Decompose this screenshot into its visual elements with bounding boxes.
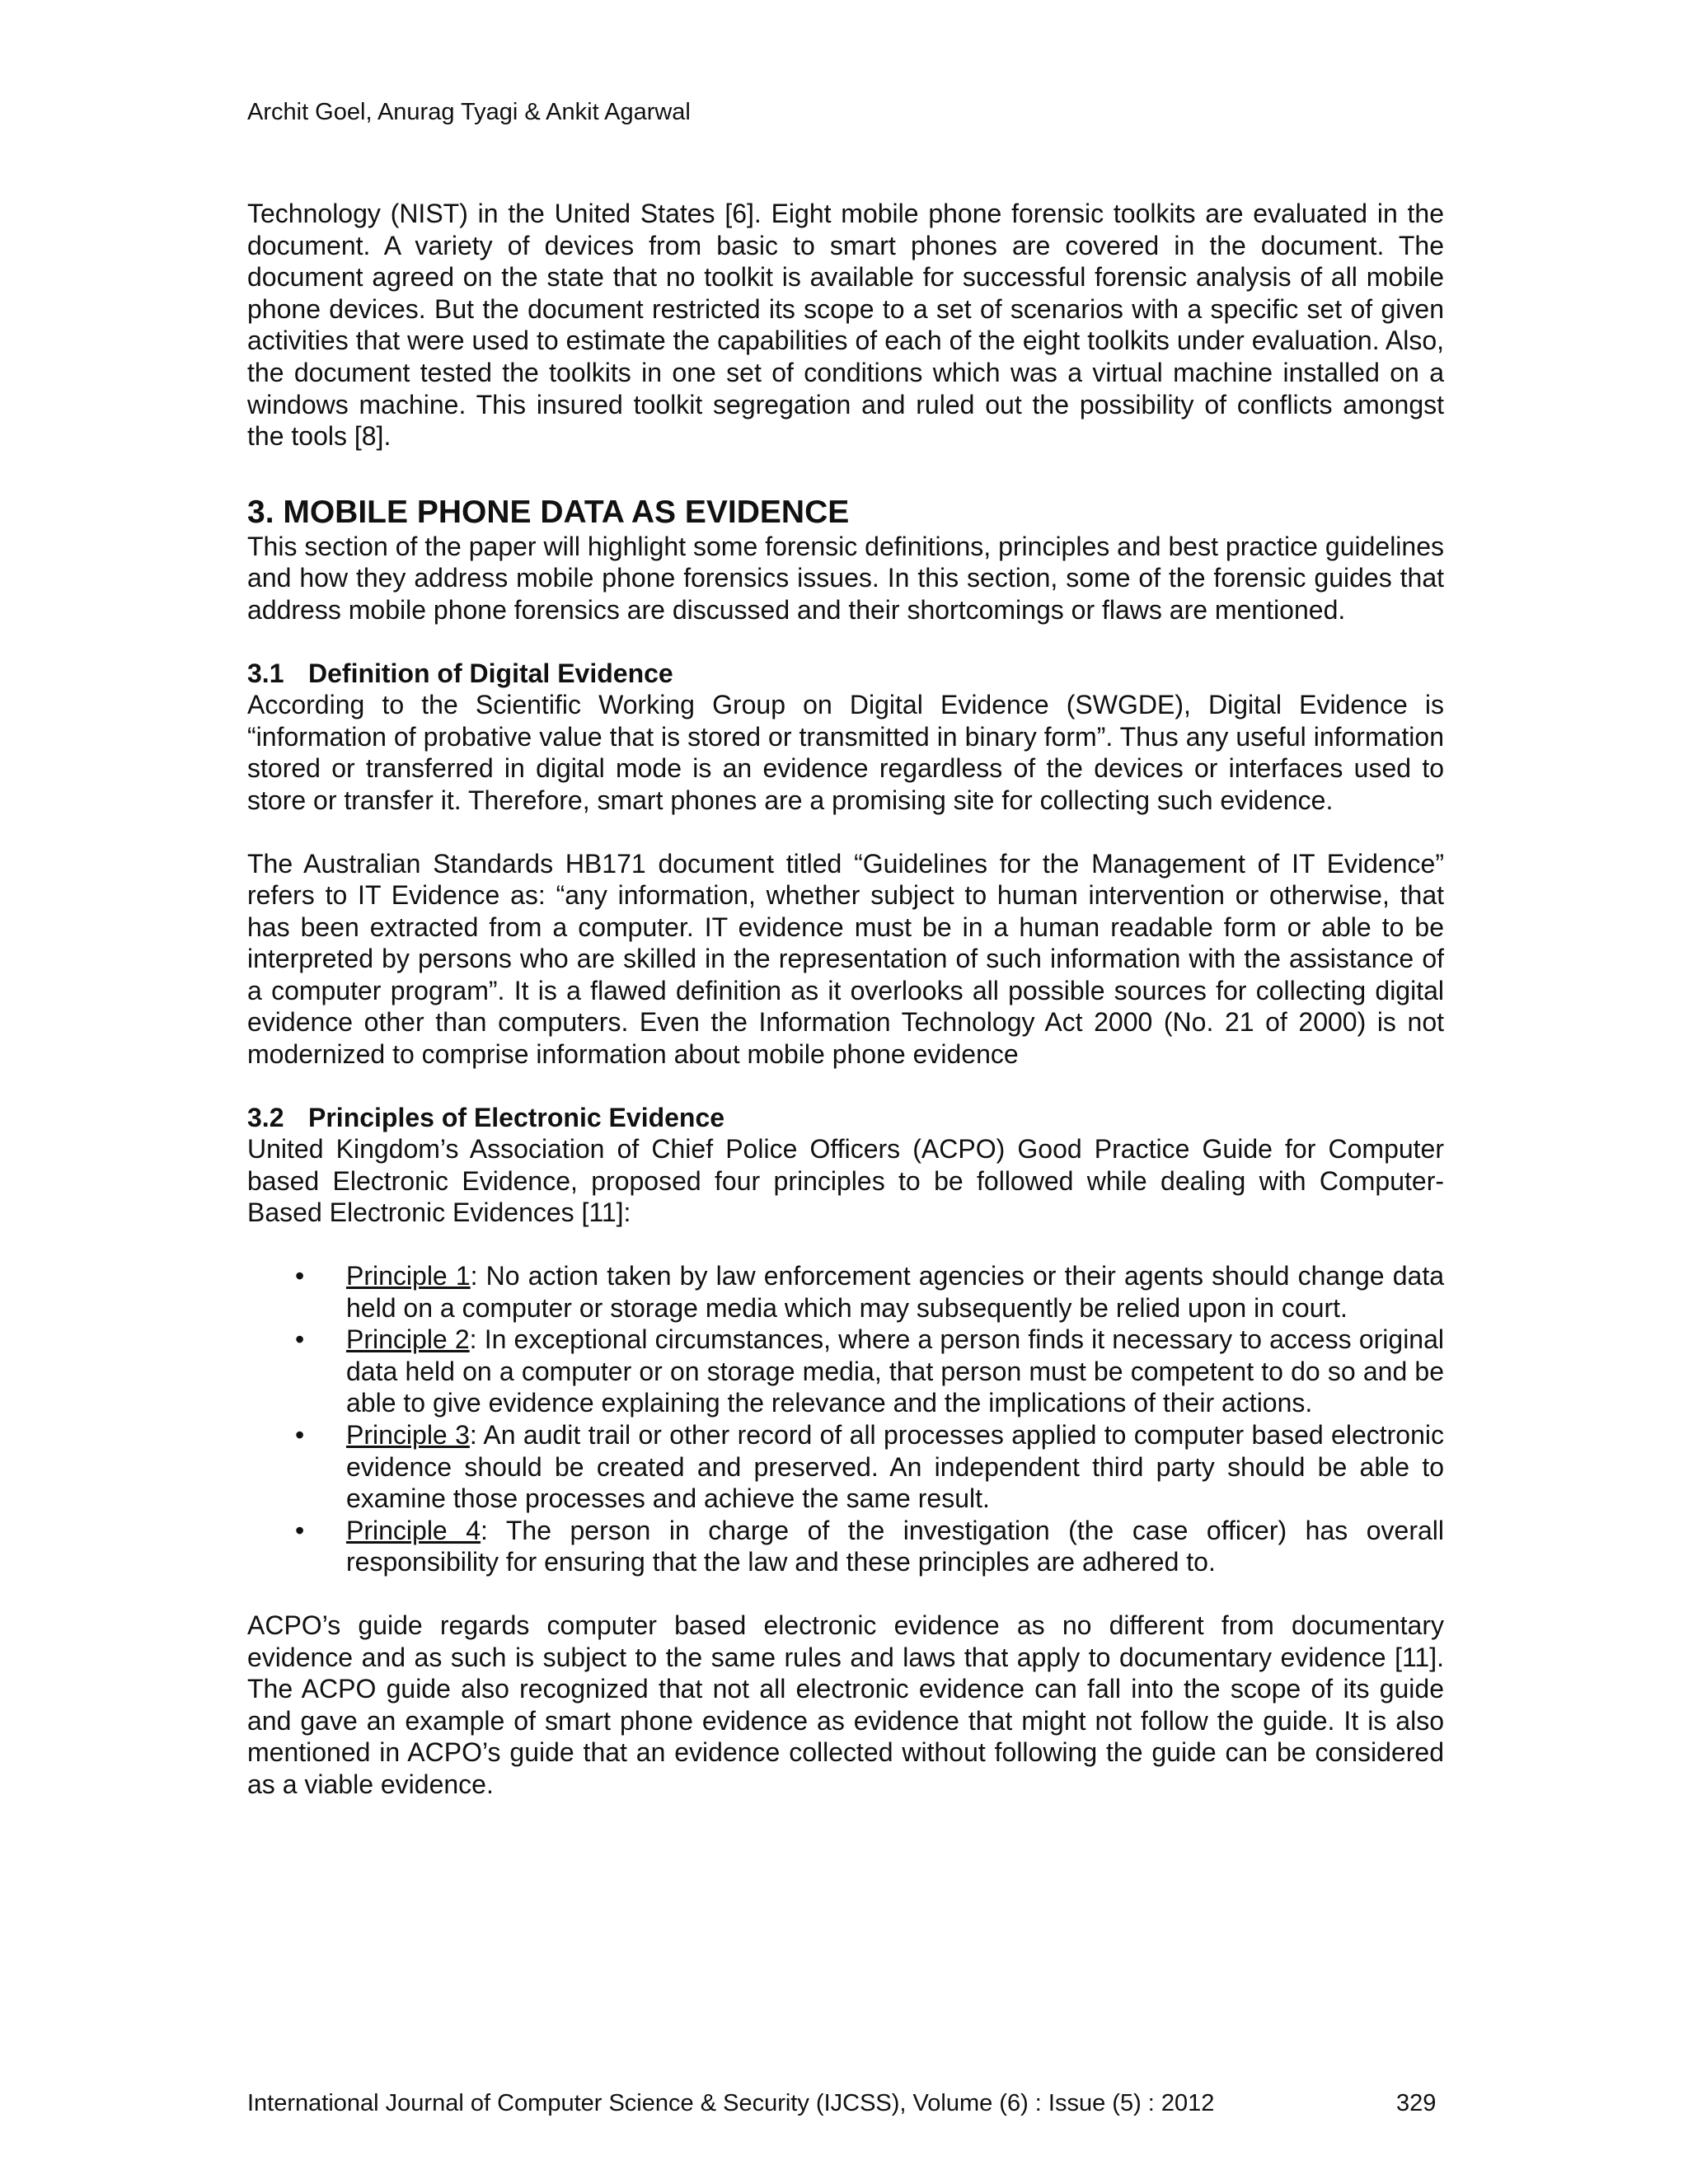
principle-text: : No action taken by law enforcement agencies or their agents should change data held on a computer or storage media which may subsequently be relied upon in court. [346,1261,1445,1323]
footer-journal-citation: International Journal of Computer Science & Security (IJCSS), Volume (6) : Issue (5) : 2012 [247,2090,1215,2116]
bullet-icon: • [295,1420,305,1450]
section-3-2-heading [247,1102,1444,1134]
section-3-1-number: 3.1 [247,658,284,688]
section-3-2-number: 3.2 [247,1102,284,1132]
section-3-2-title: Principles of Electronic Evidence [308,1102,725,1132]
section-3-paragraph: This section of the paper will highlight some forensic definitions, principles and best practice guidelines and how they address mobile phone forensics issues. In this section, some of the forensic guides that address mobile phone forensics are discussed and their shortcomings or flaws are mentioned. [247,531,1444,625]
spacer [247,1578,1444,1610]
digital-evidence-paragraph: According to the Scientific Working Group on Digital Evidence (SWGDE), Digital Evidence is “information of probative value that is stored or transmitted in binary form”. Thus any useful information stored or transferred in digital mode is an evidence regardless of the devices or interfaces used to store or transfer it. Therefore, smart phones are a promising site for collecting such evidence. [247,690,1444,815]
intro-paragraph: Technology (NIST) in the United States [6]. Eight mobile phone forensic toolkits are evaluated in the document. A variety of devices from basic to smart phones are covered in the document. The document agreed on the state that no toolkit is available for successful forensic analysis of all mobile phone devices. But the document restricted its scope to a set of scenarios with a specific set of given activities that were used to estimate the capabilities of each of the eight toolkits under evaluation. Also, the document tested the toolkits in one set of conditions which was a virtual machine installed on a windows machine. This insured toolkit segregation and ruled out the possibility of conflicts amongst the tools [8]. [247,199,1444,452]
list-item [247,1324,1444,1419]
principles-list [247,1260,1444,1578]
acpo-intro-paragraph: United Kingdom’s Association of Chief Police Officers (ACPO) Good Practice Guide for Computer based Electronic Evidence, proposed four principles to be followed while dealing with Computer-Based Electronic Evidences [11]: [247,1134,1444,1228]
page-number: 329 [1396,2090,1437,2116]
section-3-1-title: Definition of Digital Evidence [308,658,673,688]
section-3-1-heading [247,658,1444,690]
list-item [247,1515,1444,1578]
bullet-icon: • [295,1261,305,1291]
spacer [247,817,1444,848]
principle-label: Principle 3 [346,1420,470,1450]
hb171-paragraph: The Australian Standards HB171 document titled “Guidelines for the Management of IT Evidence” refers to IT Evidence as: “any information, whether subject to human intervention or otherwise, that has been extracted from a computer. IT evidence must be in a human readable form or able to be interpreted by persons who are skilled in the representation of such information with the assistance of a computer program”. It is a flawed definition as it overlooks all possible sources for collecting digital evidence other than computers. Even the Information Technology Act 2000 (No. 21 of 2000) is not modernized to comprise information about mobile phone evidence [247,848,1444,1070]
section-3-heading: 3. MOBILE PHONE DATA AS EVIDENCE [247,494,850,530]
spacer [247,452,1444,494]
acpo-closing-paragraph: ACPO’s guide regards computer based electronic evidence as no different from documentary evidence and as such is subject to the same rules and laws that apply to documentary evidence [11]. The ACPO guide also recognized that not all electronic evidence can fall into the scope of its guide and gave an example of smart phone evidence as evidence that might not follow the guide. It is also mentioned in ACPO’s guide that an evidence collected without following the guide can be considered as a viable evidence. [247,1610,1444,1799]
page-content [247,198,1444,1801]
principle-label: Principle 2 [346,1324,470,1355]
principle-label: Principle 1 [346,1261,471,1291]
running-header-authors: Archit Goel, Anurag Tyagi & Ankit Agarwal [247,99,691,125]
spacer [247,1229,1444,1260]
principle-text: : The person in charge of the investigation (the case officer) has overall responsibility for ensuring that the law and these principles are adhered to. [346,1515,1445,1577]
list-item [247,1419,1444,1515]
spacer [247,1071,1444,1102]
spacer [247,626,1444,658]
bullet-icon: • [295,1515,305,1545]
bullet-icon: • [295,1324,305,1355]
principle-text: : In exceptional circumstances, where a person finds it necessary to access original data held on a computer or on storage media, that person must be competent to do so and be able to give evidence explaining the relevance and the implications of their actions. [346,1324,1445,1418]
list-item [247,1260,1444,1324]
principle-label: Principle 4 [346,1515,481,1545]
principle-text: : An audit trail or other record of all processes applied to computer based electronic evidence should be created and preserved. An independent third party should be able to examine those processes and achieve the same result. [346,1420,1445,1514]
